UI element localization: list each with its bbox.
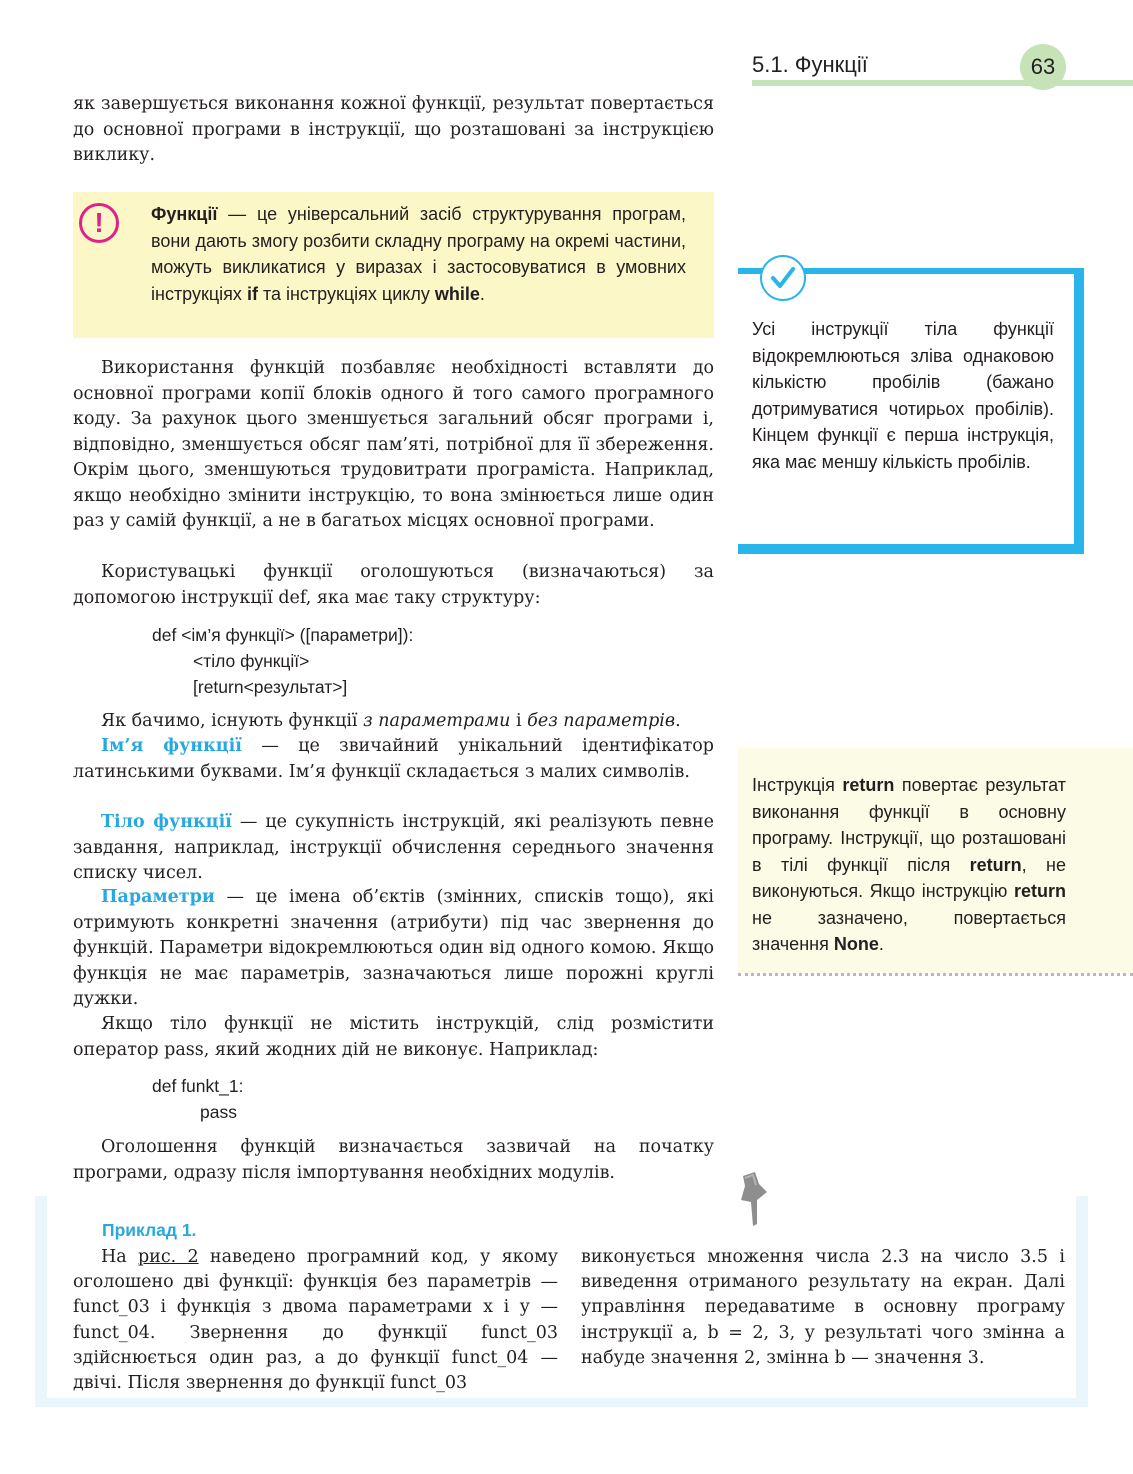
code-structure-line3: [return<результат>]: [193, 677, 348, 697]
example-column-2: виконується множення числа 2.3 на число 3.5 і виведення отриманого результату на екран. Далі управління передаватиме в основну програму інструкції a, b = 2, 3, у результаті чого змінна a набуде значення 2, змінна b — значення 3.: [581, 1247, 1065, 1368]
function-body-term: Тіло функції: [101, 812, 232, 832]
code-pass-line2: pass: [200, 1102, 237, 1122]
section-title: 5.1. Функції: [752, 52, 868, 77]
function-name-paragraph: Ім’я функції — це звичайний унікальний ідентифікатор латинськими буквами. Ім’я функції складається з малих символів.: [73, 736, 714, 782]
code-structure-line1: def <ім’я функції> ([параметри]):: [152, 625, 414, 645]
page-number: 63: [1020, 44, 1066, 90]
code-pass-line1: def funkt_1:: [152, 1076, 244, 1096]
keyword-while: while: [434, 283, 480, 304]
header-rule: [752, 80, 1133, 86]
declaration-paragraph: Оголошення функцій визначається зазвичай на початку програми, одразу після імпортування необхідних модулів.: [73, 1137, 714, 1183]
keyword-if: if: [246, 283, 258, 304]
exclamation-icon: !: [79, 203, 119, 243]
note-indent-text: Усі інструкції тіла функції відокремлюються зліва однаковою кількістю пробілів (бажано дотримуватися чотирьох пробілів). Кінцем функції є перша інструкція, яка має меншу кількість пробілів.: [752, 319, 1054, 472]
checkmark-icon: [760, 255, 806, 301]
function-body-paragraph: Тіло функції — це сукупність інструкцій, які реалізують певне завдання, наприклад, інструкції обчислення середнього значення списку чисел.: [73, 812, 714, 883]
pass-paragraph: Якщо тіло функції не містить інструкцій, слід розмістити оператор pass, який жодних дій не виконує. Наприклад:: [73, 1014, 714, 1060]
definition-term: Функції: [151, 204, 218, 224]
return-note-divider: [738, 973, 1133, 976]
intro-paragraph: як завершується виконання кожної функції, результат повертається до основної програми в інструкції, що розташовані за інструкцією виклику.: [73, 94, 714, 165]
definition-text: Функції — це універсальний засіб структурування програм, вони дають змогу розбити складну програму на окремі частини, можуть викликатися у виразах і застосовуватися в умовних інструкціях if та інструкціях циклу while.: [151, 204, 686, 304]
example-column-1: На рис. 2 наведено програмний код, у якому оголошено дві функції: функція без параметрів — funct_03 і функція з двома параметрами x і y — funct_04. Звернення до функції funct_03 здійснюється один раз, а до функції funct_04 — двічі. Після звернення до функції funct_03: [73, 1247, 559, 1394]
example-title: Приклад 1.: [102, 1220, 197, 1240]
params-intro-paragraph: Як бачимо, існують функції з параметрами і без параметрів.: [101, 711, 681, 731]
pushpin-icon: [735, 1170, 771, 1232]
parameters-term: Параметри: [101, 887, 215, 907]
code-structure-line2: <тіло функції>: [193, 651, 310, 671]
benefits-paragraph: Використання функцій позбавляє необхідності вставляти до основної програми копії блоків одного й того самого програмного коду. За рахунок цього зменшується загальний обсяг програми і, відповідно, зменшується обсяг пам’яті, потрібної для її збереження. Окрім цього, зменшуються трудовитрати програміста. Наприклад, якщо необхідно змінити інструкцію, то вона змінюється лише один раз у самій функції, а не в багатьох місцях основної програми.: [73, 358, 714, 531]
def-intro-paragraph: Користувацькі функції оголошуються (визначаються) за допомогою інструкції def, яка має таку структуру:: [73, 562, 714, 608]
return-note-text: Інструкція return повертає результат виконання функції в основну програму. Інструкції, що розташовані в тілі функції після return, не виконуються. Якщо інструкцію return не зазначено, повертається значення None.: [752, 775, 1067, 954]
parameters-paragraph: Параметри — це імена об’єктів (змінних, списків тощо), які отримують конкретні значення (атрибути) під час звернення до функцій. Параметри відокремлюються один від одного комою. Якщо функція не має параметрів, зазначаються лише порожні круглі дужки.: [73, 887, 714, 1009]
figure-link[interactable]: рис. 2: [137, 1247, 199, 1267]
function-name-term: Ім’я функції: [101, 736, 242, 756]
